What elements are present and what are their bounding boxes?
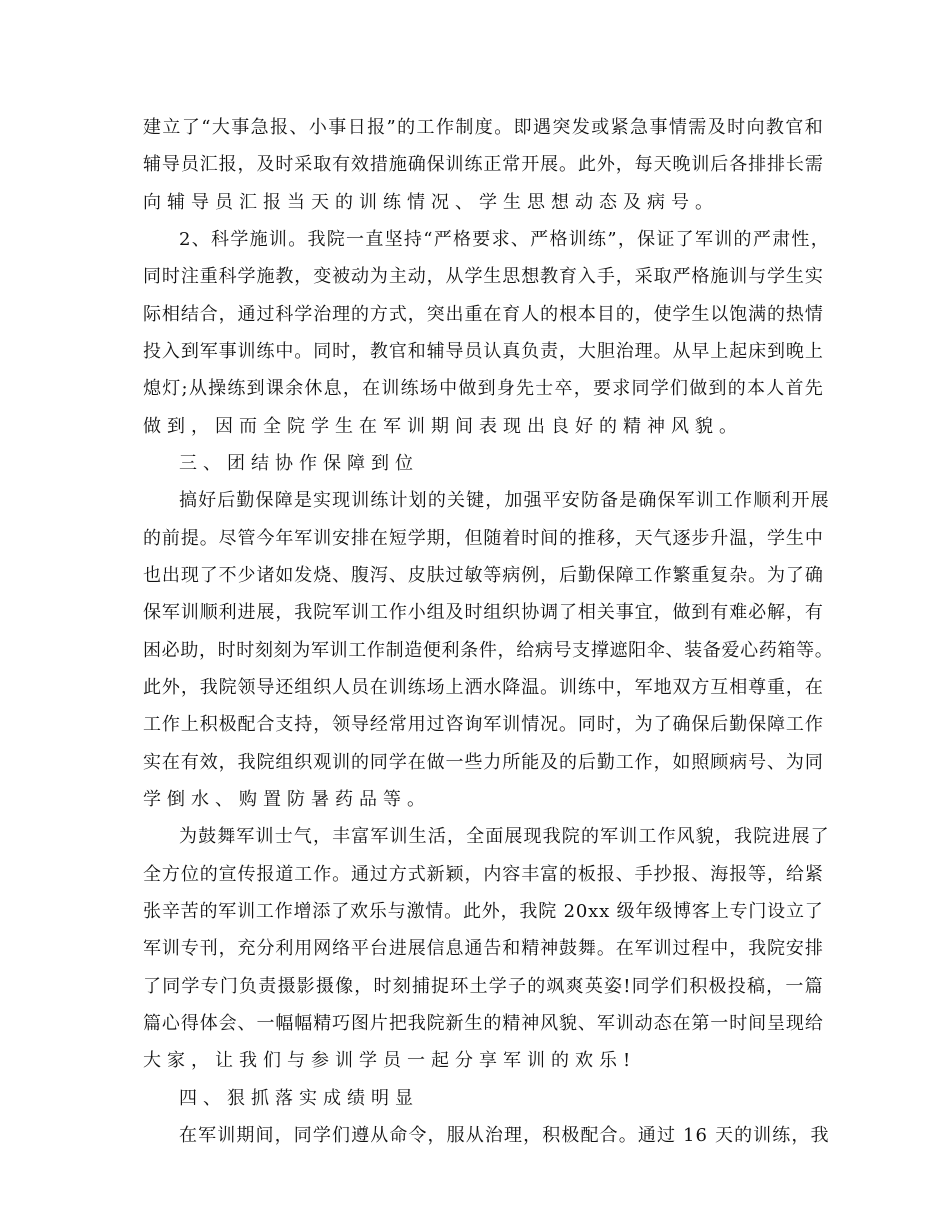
text-line: 了同学专门负责摄影摄像，时刻捕捉环土学子的飒爽英姿!同学们积极投稿，一篇 [143, 976, 824, 997]
text-line: 2、科学施训。我院一直坚持“严格要求、严格训练”，保证了军训的严肃性， [179, 229, 831, 250]
text-line: 工作上积极配合支持，领导经常用过咨询军训情况。同时，为了确保后勤保障工作 [143, 714, 824, 735]
text-line: 学倒水、购置防暑药品等。 [143, 789, 431, 810]
text-line: 大家，让我们与参训学员一起分享军训的欢乐! [143, 1050, 637, 1071]
text-line: 同时注重科学施教，变被动为主动，从学生思想教育入手，采取严格施训与学生实 [143, 266, 824, 287]
text-line: 张辛苦的军训工作增添了欢乐与激情。此外，我院 20xx 级年级博客上专门设立了 [143, 901, 824, 922]
text-line: 篇心得体会、一幅幅精巧图片把我院新生的精神风貌、军训动态在第一时间呈现给 [143, 1013, 824, 1034]
text-line: 军训专刊，充分利用网络平台进展信息通告和精神鼓舞。在军训过程中，我院安排 [143, 938, 824, 959]
text-line: 也出现了不少诸如发烧、腹泻、皮肤过敏等病例，后勤保障工作繁重复杂。为了确 [143, 565, 824, 586]
text-line: 为鼓舞军训士气，丰富军训生活，全面展现我院的军训工作风貌，我院进展了 [179, 826, 830, 847]
text-line: 做到，因而全院学生在军训期间表现出良好的精神风貌。 [143, 416, 743, 437]
text-line: 实在有效，我院组织观训的同学在做一些力所能及的后勤工作，如照顾病号、为同 [143, 752, 824, 773]
text-line: 际相结合，通过科学治理的方式，突出重在育人的根本目的，使学生以饱满的热情 [143, 304, 824, 325]
text-line: 保军训顺利进展，我院军训工作小组及时组织协调了相关事宜，做到有难必解，有 [143, 602, 824, 623]
text-line: 此外，我院领导还组织人员在训练场上洒水降温。训练中，军地双方互相尊重，在 [143, 677, 824, 698]
text-line: 在军训期间，同学们遵从命令，服从治理，积极配合。通过 16 天的训练，我 [179, 1125, 830, 1146]
text-line: 的前提。尽管今年军训安排在短学期，但随着时间的推移，天气逐步升温，学生中 [143, 528, 824, 549]
text-line: 投入到军事训练中。同时，教官和辅导员认真负责，大胆治理。从早上起床到晚上 [143, 341, 824, 362]
text-line: 向辅导员汇报当天的训练情况、学生思想动态及病号。 [143, 192, 719, 213]
section-heading: 四、狠抓落实成绩明显 [179, 1088, 419, 1109]
text-line: 搞好后勤保障是实现训练计划的关键，加强平安防备是确保军训工作顺利开展 [179, 490, 830, 511]
text-line: 全方位的宣传报道工作。通过方式新颖，内容丰富的板报、手抄报、海报等，给紧 [143, 864, 824, 885]
text-line: 困必助，时时刻刻为军训工作制造便利条件，给病号支撑遮阳伞、装备爱心药箱等。 [143, 640, 834, 661]
section-heading: 三、团结协作保障到位 [179, 453, 419, 474]
text-line: 辅导员汇报，及时采取有效措施确保训练正常开展。此外，每天晚训后各排排长需 [143, 154, 824, 175]
text-line: 熄灯;从操练到课余休息，在训练场中做到身先士卒，要求同学们做到的本人首先 [143, 378, 825, 399]
text-line: 建立了“大事急报、小事日报”的工作制度。即遇突发或紧急事情需及时向教官和 [143, 117, 825, 138]
